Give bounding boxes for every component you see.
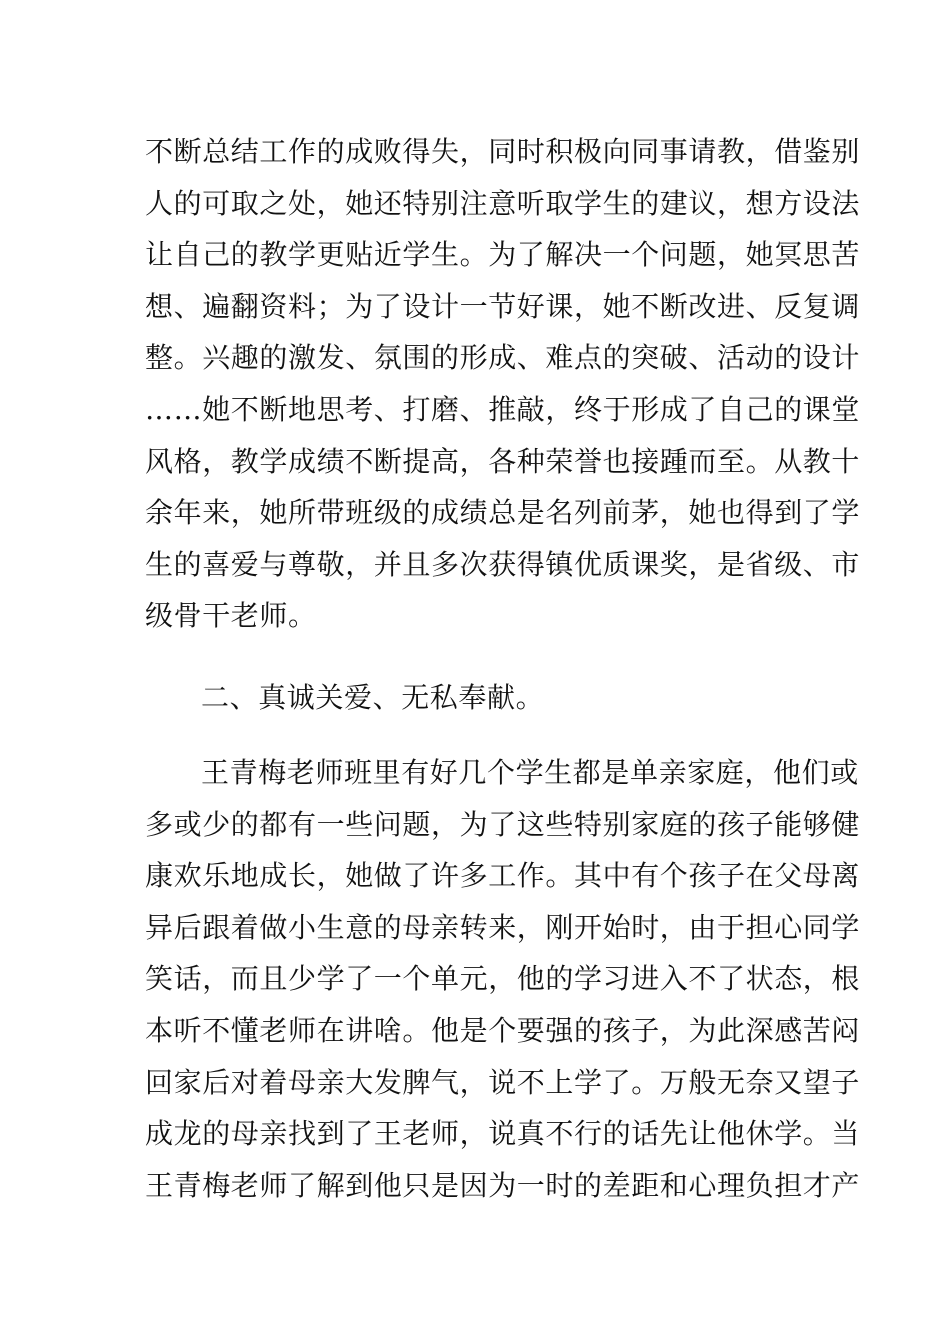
text-line: 多或少的都有一些问题，为了这些特别家庭的孩子能够健 <box>145 807 861 841</box>
text-line: 想、遍翻资料；为了设计一节好课，她不断改进、反复调 <box>145 289 861 323</box>
text-line: 整。兴趣的激发、氛围的形成、难点的突破、活动的设计 <box>145 341 861 375</box>
text-line: 康欢乐地成长，她做了许多工作。其中有个孩子在父母离 <box>145 859 861 893</box>
text-line: 余年来，她所带班级的成绩总是名列前茅，她也得到了学 <box>145 496 861 530</box>
text-line: 不断总结工作的成败得失，同时积极向同事请教，借鉴别 <box>145 135 861 168</box>
paragraph-teaching-effort <box>145 126 861 642</box>
text-line: 王青梅老师班里有好几个学生都是单亲家庭，他们或 <box>201 756 859 789</box>
paragraph-single-parent-students <box>145 747 861 1211</box>
text-line: 笑话，而且少学了一个单元，他的学习进入不了状态，根 <box>145 962 861 996</box>
text-line: 本听不懂老师在讲啥。他是个要强的孩子，为此深感苦闷 <box>145 1013 861 1047</box>
heading-text: 二、真诚关爱、无私奉献。 <box>201 681 545 714</box>
text-line: 级骨干老师。 <box>145 599 317 633</box>
text-line: 异后跟着做小生意的母亲转来，刚开始时，由于担心同学 <box>145 910 861 944</box>
text-line: 回家后对着母亲大发脾气，说不上学了。万般无奈又望子 <box>145 1065 861 1099</box>
text-line: ……她不断地思考、打磨、推敲，终于形成了自己的课堂 <box>145 392 861 426</box>
text-line: 王青梅老师了解到他只是因为一时的差距和心理负担才产 <box>145 1168 861 1202</box>
section-heading <box>145 672 809 724</box>
text-line: 人的可取之处，她还特别注意听取学生的建议，想方设法 <box>145 186 861 220</box>
text-line: 生的喜爱与尊敬，并且多次获得镇优质课奖，是省级、市 <box>145 547 861 581</box>
text-line: 让自己的教学更贴近学生。为了解决一个问题，她冥思苦 <box>145 238 861 272</box>
text-line: 成龙的母亲找到了王老师，说真不行的话先让他休学。当 <box>145 1117 861 1151</box>
text-line: 风格，教学成绩不断提高，各种荣誉也接踵而至。从教十 <box>145 444 861 478</box>
